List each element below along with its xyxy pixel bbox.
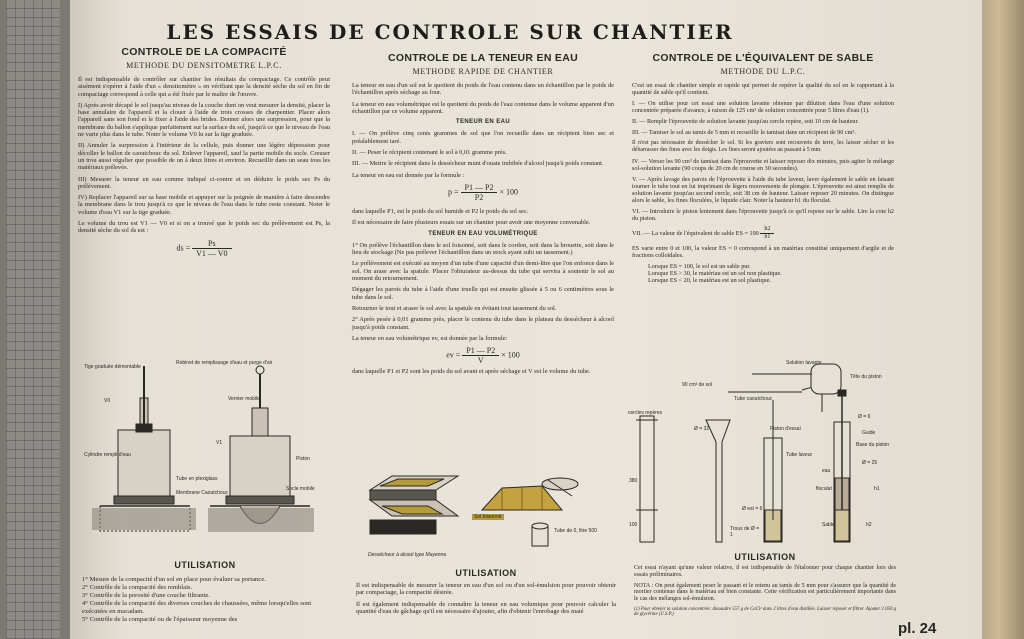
col2-v6: La teneur en eau volumétrique ev, est donnée par la formule: (352, 334, 508, 342)
formula-fraction (462, 346, 499, 365)
col2-v2: Le prélèvement est exécuté au moyen d'un tube d'une capacité d'un demi-litre que l'on enfonce dans le sol. On arase avec la spatule. Placer l'obturateur au-dessus du tube qui servira à soutenir le sol au moment du retournement. (352, 260, 614, 283)
label-100: 100 (629, 522, 638, 528)
label-base: Base du piston (856, 442, 890, 448)
label-tete: Tête du piston (850, 374, 882, 380)
col3-s6: VI. — Introduire le piston lentement dans l'éprouvette jusqu'à ce qu'il repose sur le sable. Lire la cote h2 du piston. (632, 208, 894, 222)
binder-cover (0, 0, 74, 639)
col2-title: CONTROLE DE LA TENEUR EN EAU (387, 52, 579, 64)
col1-title: CONTROLE DE LA COMPACITÉ (121, 46, 287, 58)
densitometre-diagram (80, 356, 330, 546)
col1-utilisation (82, 560, 328, 624)
densitometre-drawing (80, 356, 330, 546)
formula-rhs: × 100 (499, 187, 518, 197)
col2-sub2: TENEUR EN EAU VOLUMÉTRIQUE (428, 230, 538, 237)
formula-den: V1 — V0 (196, 248, 228, 258)
col2-utilisation (356, 568, 616, 619)
label-tube-caoutchouc: Tube caoutchouc (734, 396, 773, 402)
formula-den: V (477, 356, 484, 366)
column-equivalent-sable (632, 52, 894, 284)
label-trous: Trous de Ø = 1 (730, 526, 760, 538)
col3-note: NOTA : On peut également peser le passant et le retenu au tamis de 5 mm pour s'assurer que la quantité de mortier contenue dans le matériau est bien constante. Cette vérification est particulièrement importante dans le cas des mélanges sol-émulsion. (634, 582, 896, 603)
label-eau: eau (822, 468, 831, 474)
col3-util-text (634, 565, 896, 618)
col2-util1: Il est indispensable de mesurer la teneur en eau d'un sol ou d'un sol-émulsion pour pouvoir obtenir par compactage, la compacité désirée. (356, 582, 616, 597)
formula-num: P1 — P2 (462, 346, 499, 356)
col2-v7: dans laquelle P1 et P2 sont les poids du sol avant et après séchage et V est le volume du tube. (352, 368, 591, 376)
formula-num: Ps (192, 239, 231, 249)
col3-utilisation (634, 552, 896, 622)
es-fraction (760, 226, 774, 241)
col2-s3: III. — Mettre le récipient dans le dessécheur muni d'ouate imbibée d'alcool jusqu'à poids constant. (352, 160, 604, 168)
col2-text-c (352, 368, 614, 375)
label-cylindre: Cylindre rempli d'eau (84, 452, 131, 458)
list-item: 5° Contrôle de la compacité ou de l'épaisseur moyenne des (82, 616, 238, 623)
col1-step3: III) Mesurer la teneur en eau comme indiqué ci-contre et en déduire le poids sec Ps du prélèvement. (78, 175, 330, 190)
label-v0: V0 (104, 398, 111, 404)
col2-text (352, 82, 614, 179)
equivalent-sable-diagram (626, 360, 896, 550)
formula-lhs: ev = (446, 350, 461, 360)
label-sol-foisonne: Sol foisonné (474, 514, 502, 520)
label-dessecheur: Dessécheur à alcool type Mayenne. (368, 552, 448, 558)
equivalent-sable-drawing (626, 360, 896, 550)
label-380: 380 (629, 478, 638, 484)
col1-step2: II) Annuler la surpression à l'intérieur de la cellule, puis donner une légère dépression pour décoller le ballon de caoutchouc du sol. Enlever l'appareil, sauf la partie mobile du socle. Creuser un trou aussi régulier que possible de un à deux litres et environ. Recueillir dans un seau tous les matériaux prélevés. (78, 142, 330, 172)
col2-v5: 2° Après pesée à 0,01 gramme près, placer le contenu du tube dans le plateau du dessécheur à alcool jusqu'à poids constant. (352, 316, 614, 331)
label-solution: Solution lavante (786, 360, 822, 366)
col1-formula (78, 239, 330, 258)
col3-title: CONTROLE DE L'ÉQUIVALENT DE SABLE (652, 52, 874, 64)
col2-intro1: La teneur en eau d'un sol est le quotient du poids de l'eau contenu dans un échantillon par le poids de l'échantillon après séchage au four. (352, 82, 614, 97)
col2-sub1: TENEUR EN EAU (455, 119, 511, 126)
dessecheur-diagram (362, 470, 612, 562)
formula-den: h1 (764, 234, 771, 240)
col2-v1: 1° On prélève l'échantillon dans le sol foisonné, soit dans le cordon, soit dans la brouette, soit dans le lieu de stockage (Ne pas prélever l'échantillon dans un stock ayant subi un tassement.) (352, 241, 614, 257)
col2-v4: Retourner le tout et araser le sol avec la spatule en évitant tout tassement du sol. (352, 304, 557, 312)
list-item: Lorsque ES < 20, le matériau est un sol plastique. (648, 277, 771, 284)
col1-step4: IV) Replacer l'appareil sur sa base mobile et appuyer sur la poignée de manière à faire descendre la membrane dans le trou jusqu'à ce que le niveau de l'eau dans le tube reste constant. Noter le volume d'eau V1 sur la tige graduée. (78, 194, 330, 216)
label-tige: Tige graduée démontable (84, 364, 141, 370)
label-90cm3: 90 cm³ de sol (682, 382, 713, 388)
label-guide: Guide (862, 430, 876, 436)
col2-s6: Il est nécessaire de faire plusieurs essais sur un chantier pour avoir une moyenne convenable. (352, 219, 591, 227)
col1-util-list (82, 576, 328, 624)
col2-util-title: UTILISATION (455, 568, 517, 578)
col3-s3: III. — Tamiser le sol au tamis de 5 mm et recueillir le tamisat dans un récipient de 90 cm³. (632, 129, 856, 136)
dessecheur-drawing (362, 470, 612, 550)
formula-den: P2 (474, 192, 484, 202)
col3-s3b: Il n'est pas nécessaire de dessécher le sol. Si les graviers sont recouverts de terre, les laisser sécher et les débarrasser des fines avec les doigts. Les fines seront ajoutées au passant à 5 mm. (632, 140, 894, 153)
col1-step5: Le volume du trou est V1 — V0 et si on a trouvé que le poids sec du prélèvement est Ps, la densité sèche du sol ds est : (78, 220, 330, 235)
page-title: LES ESSAIS DE CONTROLE SUR CHANTIER (166, 20, 734, 44)
col3-s5: V. — Après lavage des parois de l'éprouvette à l'aide du tube laveur, laver également le sable en faisant tourner le tube tout en lui imprimant de légers mouvements de plongée. L'éprouvette est ainsi remplie de solution lavante jusqu'au second cercle, soit 38 cm de hauteur. Laisser reposer 20 minutes. On distingue alors le sable, les fines floculées, le liquide clair. Noter la hauteur h1 du floculat. (632, 176, 894, 204)
list-item: 4° Contrôle de la compacité des diverses couches de chaussées, même lorsqu'elles sont exécutées en macadam. (82, 600, 312, 615)
formula-rhs: × 100 (501, 350, 520, 360)
col1-method: METHODE DU DENSITOMETRE L.P.C. (126, 61, 282, 70)
col1-text (78, 76, 330, 235)
col1-intro: Il est indispensable de contrôler sur chantier les résultats du compactage. Ce contrôle peut aisément s'opérer à l'aide d'un « densitomètre » en vérifiant que la densité sèche du sol en fin de compactage correspond à celle qui a été fixée par le maître de l'œuvre. (78, 76, 330, 98)
col2-text-b (352, 208, 614, 342)
col3-footnote: (1) Pour obtenir la solution concentrée: dissoudre 557 g de CaCl² dans 2 litres d'eau distillée. Laisser reposer et filtrer. Ajouter 2 050 g de glycérine (U.S.P.) (634, 606, 896, 618)
list-item: Lorsque ES = 100, le sol est un sable pur. (648, 263, 751, 270)
list-item: 2° Contrôle de la compacité des remblais. (82, 584, 193, 591)
label-tube-laveur: Tube laveur (786, 452, 813, 458)
label-tube: Tube de 0, litre 500 (554, 528, 597, 534)
col3-s4: IV. — Verser les 90 cm³ de tamisat dans l'éprouvette et laisser reposer dix minutes, puis agiter le mélange sol-solution lavante (90 coups de 20 cm de course en 30 secondes). (632, 158, 894, 172)
label-est: Ø est = 6 (742, 506, 763, 512)
column-compacite (78, 46, 330, 264)
label-d25: Ø = 25 (862, 460, 878, 466)
label-piston-essai: Piston d'essai (770, 426, 801, 432)
col2-method: METHODE RAPIDE DE CHANTIER (412, 67, 554, 76)
col3-method: METHODE DU L.P.C. (720, 67, 806, 76)
column-teneur-eau (352, 52, 614, 379)
label-vernier: Vernier mobile (228, 396, 260, 402)
col2-v3: Dégager les parois du tube à l'aide d'une truelle qui est ensuite glissée à 5 ou 6 centimètres sous le tube dans le sol. (352, 286, 614, 301)
col2-s5: dans laquelle P1, est le poids du sol humide et P2 le poids du sol sec. (352, 207, 529, 215)
label-piston: Piston (296, 456, 310, 462)
col2-util-text (356, 582, 616, 615)
col2-s4: La teneur en eau est donnée par la formule : (352, 171, 465, 179)
label-floculat: floculat (816, 486, 832, 492)
col2-s1: I. — On prélève cinq cents grammes de sol que l'on recueille dans un récipient bien sec et préalablement taré. (352, 130, 614, 145)
col3-s1: I. — On utilise pour cet essai une solution lavante obtenue par dilution dans l'eau d'une solution concentrée préparée d'avance, à raison de 125 cm³ de solution concentrée pour 5 litres d'eau (1). (632, 100, 894, 114)
list-item: 1° Mesure de la compacité d'un sol en place pour évaluer sa portance. (82, 576, 266, 583)
page-number: pl. 24 (898, 620, 937, 637)
label-tube-plexi: Tube en plexiglass (176, 476, 218, 482)
list-item: Lorsque ES > 30, le matériau est un sol non plastique. (648, 270, 782, 277)
col2-formula2 (352, 346, 614, 365)
col3-util-title: UTILISATION (734, 552, 796, 562)
col3-text (632, 82, 894, 284)
col2-util2: Il est également indispensable de connaître la teneur en eau volumique pour pouvoir calculer la quantité d'eau de gâchage qu'il est nécessaire d'ajouter, afin d'obtenir l'enrobage des maté (356, 600, 616, 615)
col1-step1: I) Après avoir décapé le sol jusqu'au niveau de la couche dont on veut mesurer la densité, placer la base annulaire de l'appareil et la clouer à l'aide de trois crosses de charpentier. Placer alors l'appareil sans son fond et le fixer à l'aide des brides. Donner alors une surpression, pour que la membrane du ballon s'applique parfaitement sur la surface du sol, jusqu'à ce que le niveau de l'eau ne varie plus dans le tube. Noter le volume V0 lu sur la tige graduée. (78, 101, 330, 139)
formula-num: P1 — P2 (461, 183, 498, 193)
label-d6: Ø = 6 (858, 414, 871, 420)
formula-fraction (461, 183, 498, 202)
formula-lhs: p = (448, 187, 459, 197)
label-d32: Ø = 32 (694, 426, 710, 432)
label-cercles: cercles repères (628, 410, 663, 416)
graph-paper (6, 0, 60, 639)
label-membrane: Membrane Caoutchouc (176, 490, 228, 496)
label-h1: h1 (874, 486, 880, 492)
col2-intro2: La teneur en eau volumétrique est le quotient du poids de l'eau contenue dans le volume apparent d'un échantillon par ce volume apparent. (352, 100, 614, 115)
col3-s7: VII. — La valeur de l'équivalent de sable ES = 100 (632, 229, 759, 237)
formula-num: h2 (760, 226, 774, 234)
col3-s8: ES varie entre 0 et 100, la valeur ES = 0 correspond à un matériau constitué uniquement d'argile et de fractions colloïdales. (632, 245, 894, 259)
list-item: 3° Contrôle de la porosité d'une couche filtrante. (82, 592, 210, 599)
col3-util: Cet essai n'ayant qu'une valeur relative, il est indispensable de l'étalonner pour chaque chantier lors des essais préliminaires. (634, 565, 896, 578)
col2-s2: II. — Peser le récipient contenant le sol à 0,01 gramme près. (352, 149, 507, 157)
col3-intro: C'est un essai de chantier simple et rapide qui permet de repérer la qualité du sol en le rapportant à la quantité de sable qu'il contient. (632, 82, 894, 96)
label-socle: Socle mobile (286, 486, 315, 492)
col1-util-title: UTILISATION (174, 560, 236, 570)
formula-lhs: ds = (176, 242, 191, 252)
col3-s7-line (632, 226, 894, 241)
label-sable: Sable (822, 522, 835, 528)
label-robinet: Robinet de remplissage d'eau et purge d'air (176, 360, 273, 366)
page-edge (982, 0, 1024, 639)
col3-s2: II. — Remplir l'éprouvette de solution lavante jusqu'au cercle repère, soit 10 cm de hauteur. (632, 118, 859, 125)
label-v1: V1 (216, 440, 223, 446)
col2-formula1 (352, 183, 614, 202)
label-h2: h2 (866, 522, 872, 528)
formula-fraction (192, 239, 231, 258)
